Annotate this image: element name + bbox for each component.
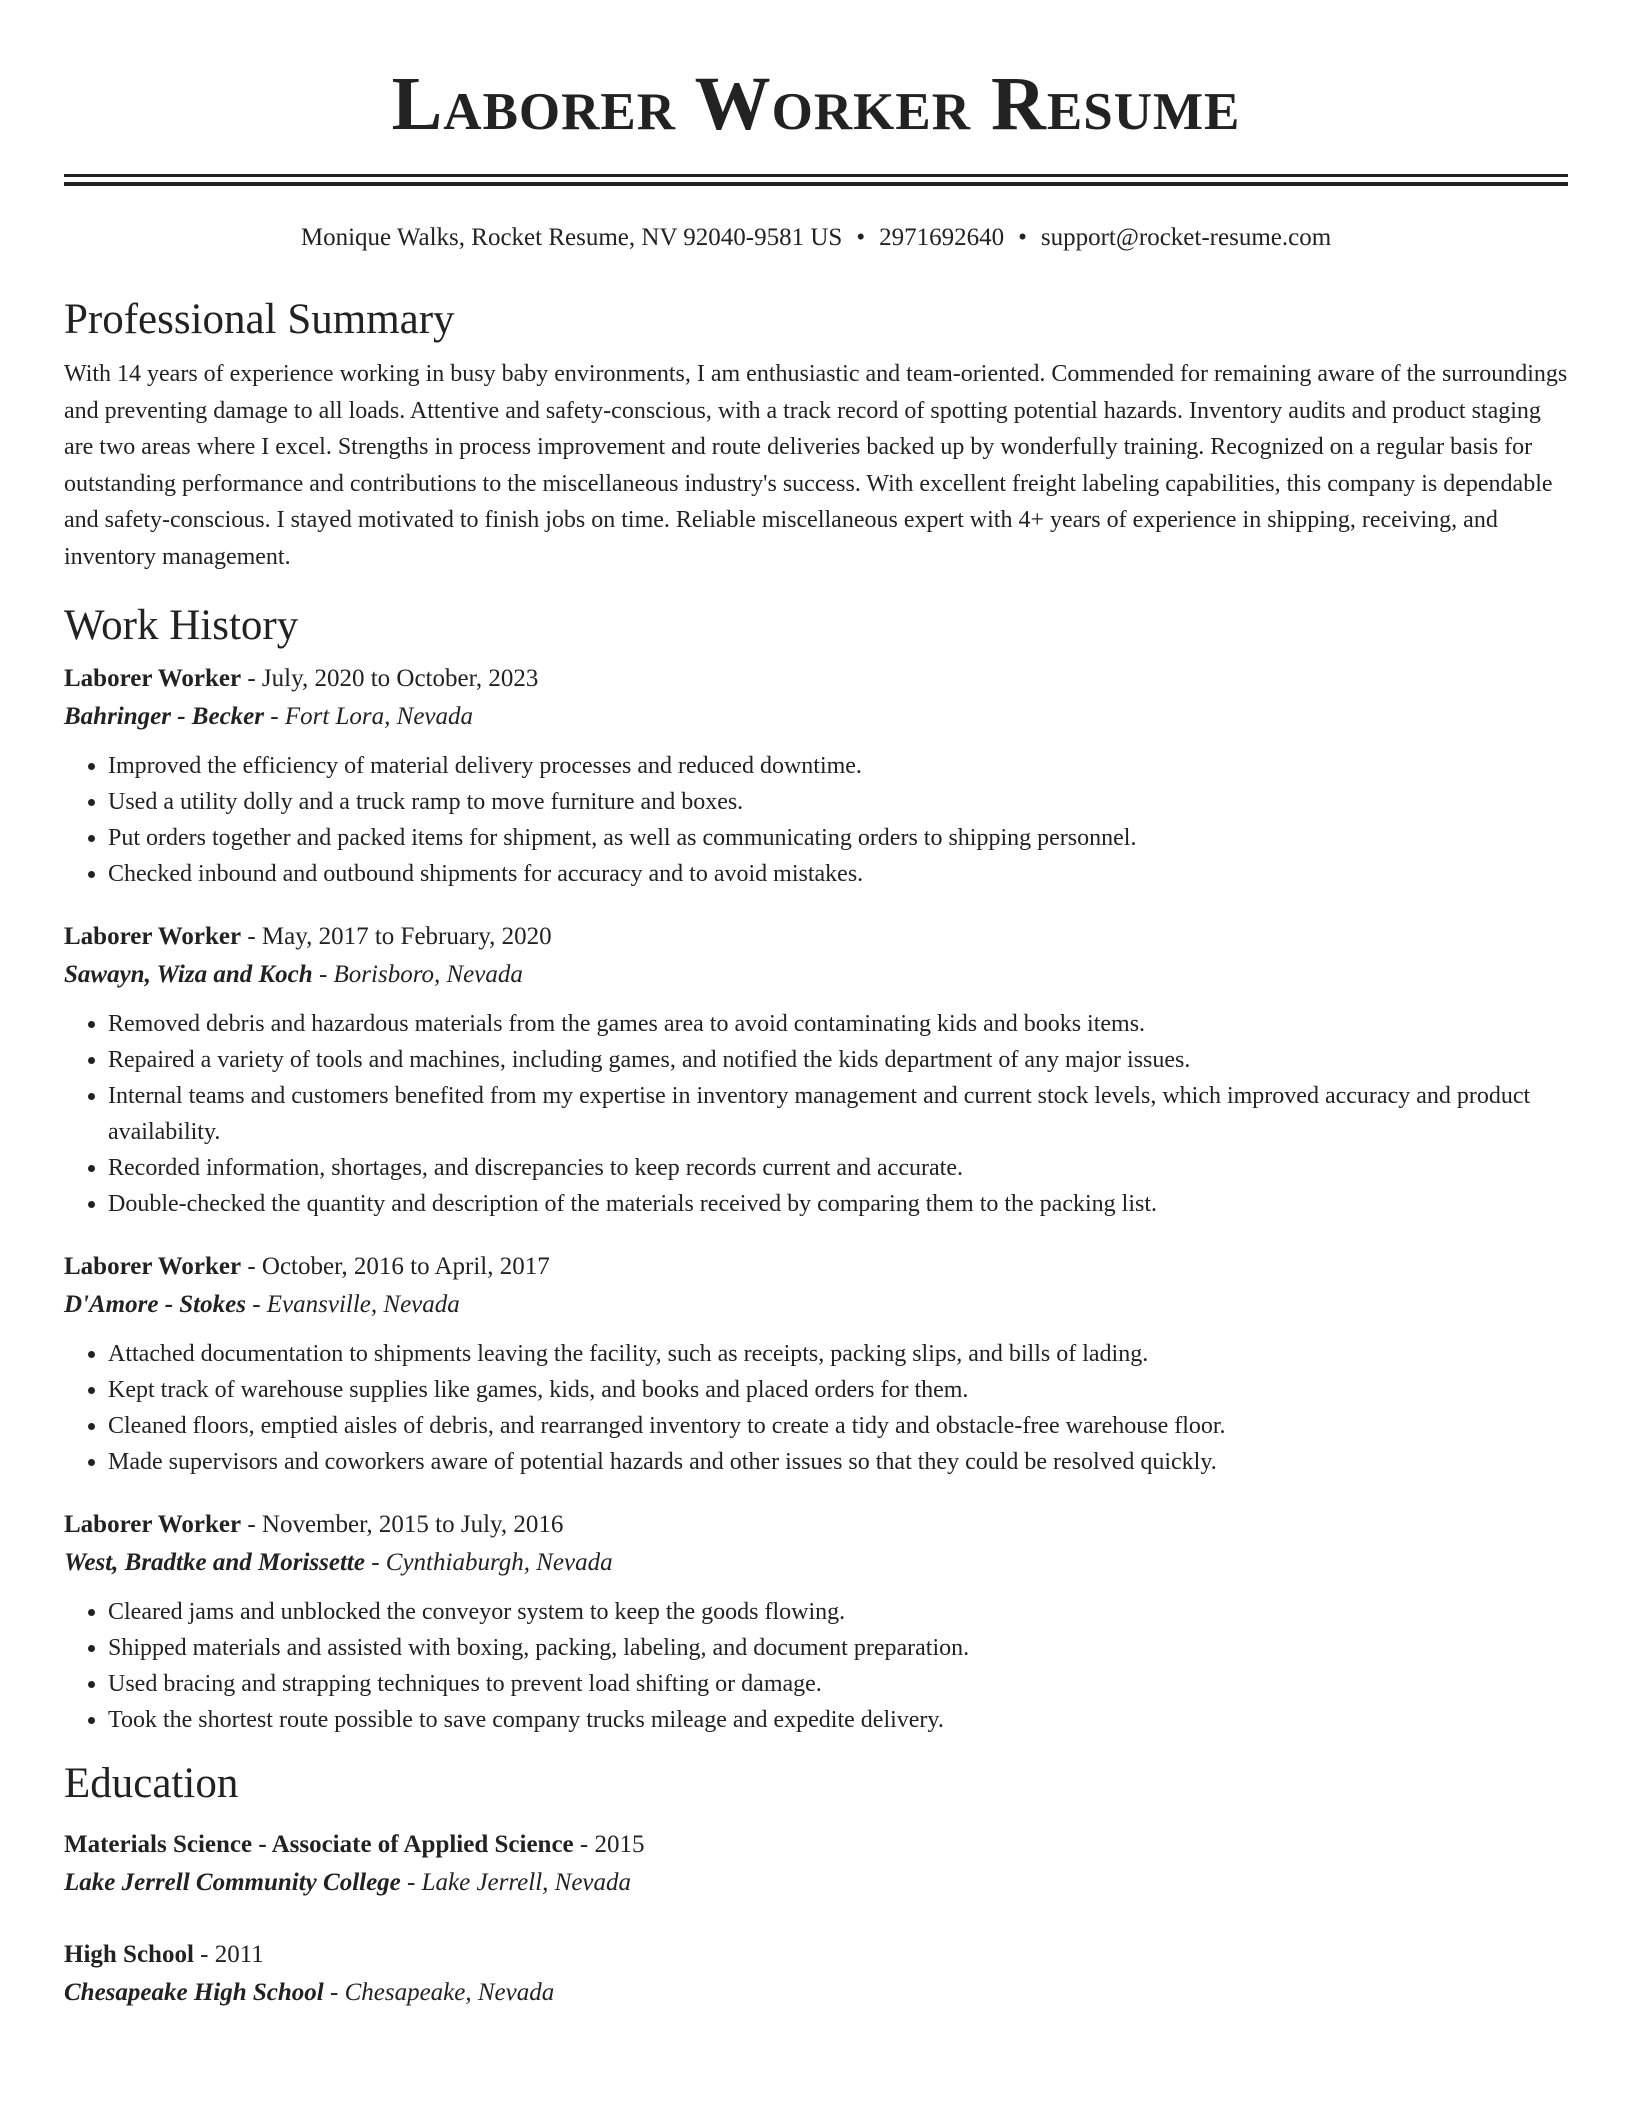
job-bullet: • Recorded information, shortages, and discrepancies to keep records current and accurate. — [108, 1150, 1568, 1186]
education-degree-line — [64, 1936, 1568, 1974]
job-bullet: • Kept track of warehouse supplies like games, kids, and books and placed orders for them. — [108, 1372, 1568, 1408]
education-year: - 2011 — [193, 1940, 264, 1968]
job-company: Sawayn, Wiza and Koch — [64, 960, 313, 988]
title-double-rule — [64, 174, 1568, 186]
job-bullet: • Attached documentation to shipments leaving the facility, such as receipts, packing slips, and bills of lading. — [108, 1336, 1568, 1372]
job-bullets — [64, 1594, 1568, 1738]
job-location: - Borisboro, Nevada — [312, 960, 523, 988]
summary-text: With 14 years of experience working in busy baby environments, I am enthusiastic and team-oriented. Commended for remaining aware of the surroundings and preventing damage to all loads. Attentive and safety-conscious, with a track record of spotting potential hazards. Inventory audits and product staging are two areas where I excel. Strengths in process improvement and route deliveries backed up by wonderfully training. Recognized on a regular basis for outstanding performance and contributions to the miscellaneous industry's success. With excellent freight labeling capabilities, this company is dependable and safety-conscious. I stayed motivated to finish jobs on time. Reliable miscellaneous expert with 4+ years of experience in shipping, receiving, and inventory management. — [64, 361, 1568, 570]
job-bullet: • Checked inbound and outbound shipments for accuracy and to avoid mistakes. — [108, 856, 1568, 892]
resume-title: Laborer Worker Resume — [391, 62, 1241, 146]
job-role: Laborer Worker — [64, 922, 242, 950]
contact-separator: • — [856, 224, 866, 251]
contact-separator: • — [1018, 224, 1027, 251]
education-degree: Materials Science - Associate of Applied Science — [64, 1830, 574, 1858]
job-bullet: • Cleared jams and unblocked the conveyor system to keep the goods flowing. — [108, 1594, 1568, 1630]
job-company: Bahringer - Becker — [64, 702, 264, 730]
job-bullet: • Repaired a variety of tools and machines, including games, and notified the kids department of any major issues. — [108, 1042, 1568, 1078]
education-heading: Education — [64, 1759, 239, 1807]
job-entry — [64, 1248, 1568, 1480]
contact-line — [64, 222, 1568, 254]
job-dates: - October, 2016 to April, 2017 — [241, 1252, 550, 1280]
job-bullet: • Improved the efficiency of material delivery processes and reduced downtime. — [108, 748, 1568, 784]
job-bullets — [64, 1006, 1568, 1222]
job-company-line — [64, 956, 1568, 994]
job-bullet: • Cleaned floors, emptied aisles of debris, and rearranged inventory to create a tidy and obstacle-free warehouse floor. — [108, 1408, 1568, 1444]
job-dates: - November, 2015 to July, 2016 — [241, 1510, 564, 1538]
job-title-line — [64, 918, 1568, 956]
education-year: - 2015 — [573, 1830, 645, 1858]
job-location: - Evansville, Nevada — [245, 1290, 460, 1318]
job-bullet: • Internal teams and customers benefited from my expertise in inventory management and current stock levels, which improved accuracy and product availability. — [108, 1078, 1568, 1150]
education-school: Lake Jerrell Community College — [64, 1868, 401, 1896]
job-bullet: • Made supervisors and coworkers aware of potential hazards and other issues so that they could be resolved quickly. — [108, 1444, 1568, 1480]
job-bullet: • Took the shortest route possible to save company trucks mileage and expedite delivery. — [108, 1702, 1568, 1738]
job-company-line — [64, 1286, 1568, 1324]
job-title-line — [64, 1248, 1568, 1286]
job-bullet: • Double-checked the quantity and description of the materials received by comparing them to the packing list. — [108, 1186, 1568, 1222]
job-entry — [64, 660, 1568, 892]
education-degree: High School — [64, 1940, 194, 1968]
job-company: D'Amore - Stokes — [64, 1290, 246, 1318]
job-bullets — [64, 1336, 1568, 1480]
job-location: - Cynthiaburgh, Nevada — [364, 1548, 613, 1576]
contact-address: Monique Walks, Rocket Resume, NV 92040-9581 US — [300, 224, 843, 251]
job-location: - Fort Lora, Nevada — [264, 702, 474, 730]
education-school: Chesapeake High School — [64, 1978, 324, 2006]
work-history-heading: Work History — [64, 601, 299, 649]
education-location: - Lake Jerrell, Nevada — [400, 1868, 632, 1896]
job-bullet: • Removed debris and hazardous materials from the games area to avoid contaminating kids and books items. — [108, 1006, 1568, 1042]
job-title-line — [64, 1506, 1568, 1544]
contact-email: support@rocket-resume.com — [1040, 224, 1332, 251]
job-bullets — [64, 748, 1568, 892]
education-school-line — [64, 1974, 1568, 2012]
job-role: Laborer Worker — [64, 1252, 242, 1280]
job-bullet: • Used a utility dolly and a truck ramp to move furniture and boxes. — [108, 784, 1568, 820]
job-company-line — [64, 1544, 1568, 1582]
education-location: - Chesapeake, Nevada — [323, 1978, 555, 2006]
education-degree-line — [64, 1826, 1568, 1864]
job-role: Laborer Worker — [64, 1510, 242, 1538]
job-entry — [64, 918, 1568, 1222]
job-dates: - May, 2017 to February, 2020 — [241, 922, 552, 950]
job-entry — [64, 1506, 1568, 1738]
summary-heading: Professional Summary — [64, 296, 455, 343]
job-bullet: • Shipped materials and assisted with boxing, packing, labeling, and document preparation. — [108, 1630, 1568, 1666]
job-company: West, Bradtke and Morissette — [64, 1548, 365, 1576]
job-bullet: • Used bracing and strapping techniques to prevent load shifting or damage. — [108, 1666, 1568, 1702]
job-bullet: • Put orders together and packed items for shipment, as well as communicating orders to shipping personnel. — [108, 820, 1568, 856]
job-company-line — [64, 698, 1568, 736]
education-school-line — [64, 1864, 1568, 1902]
contact-phone: 2971692640 — [879, 224, 1005, 251]
job-title-line — [64, 660, 1568, 698]
job-dates: - July, 2020 to October, 2023 — [241, 664, 539, 692]
job-role: Laborer Worker — [64, 664, 242, 692]
education-entry — [64, 1936, 1568, 2012]
education-entry — [64, 1826, 1568, 1902]
